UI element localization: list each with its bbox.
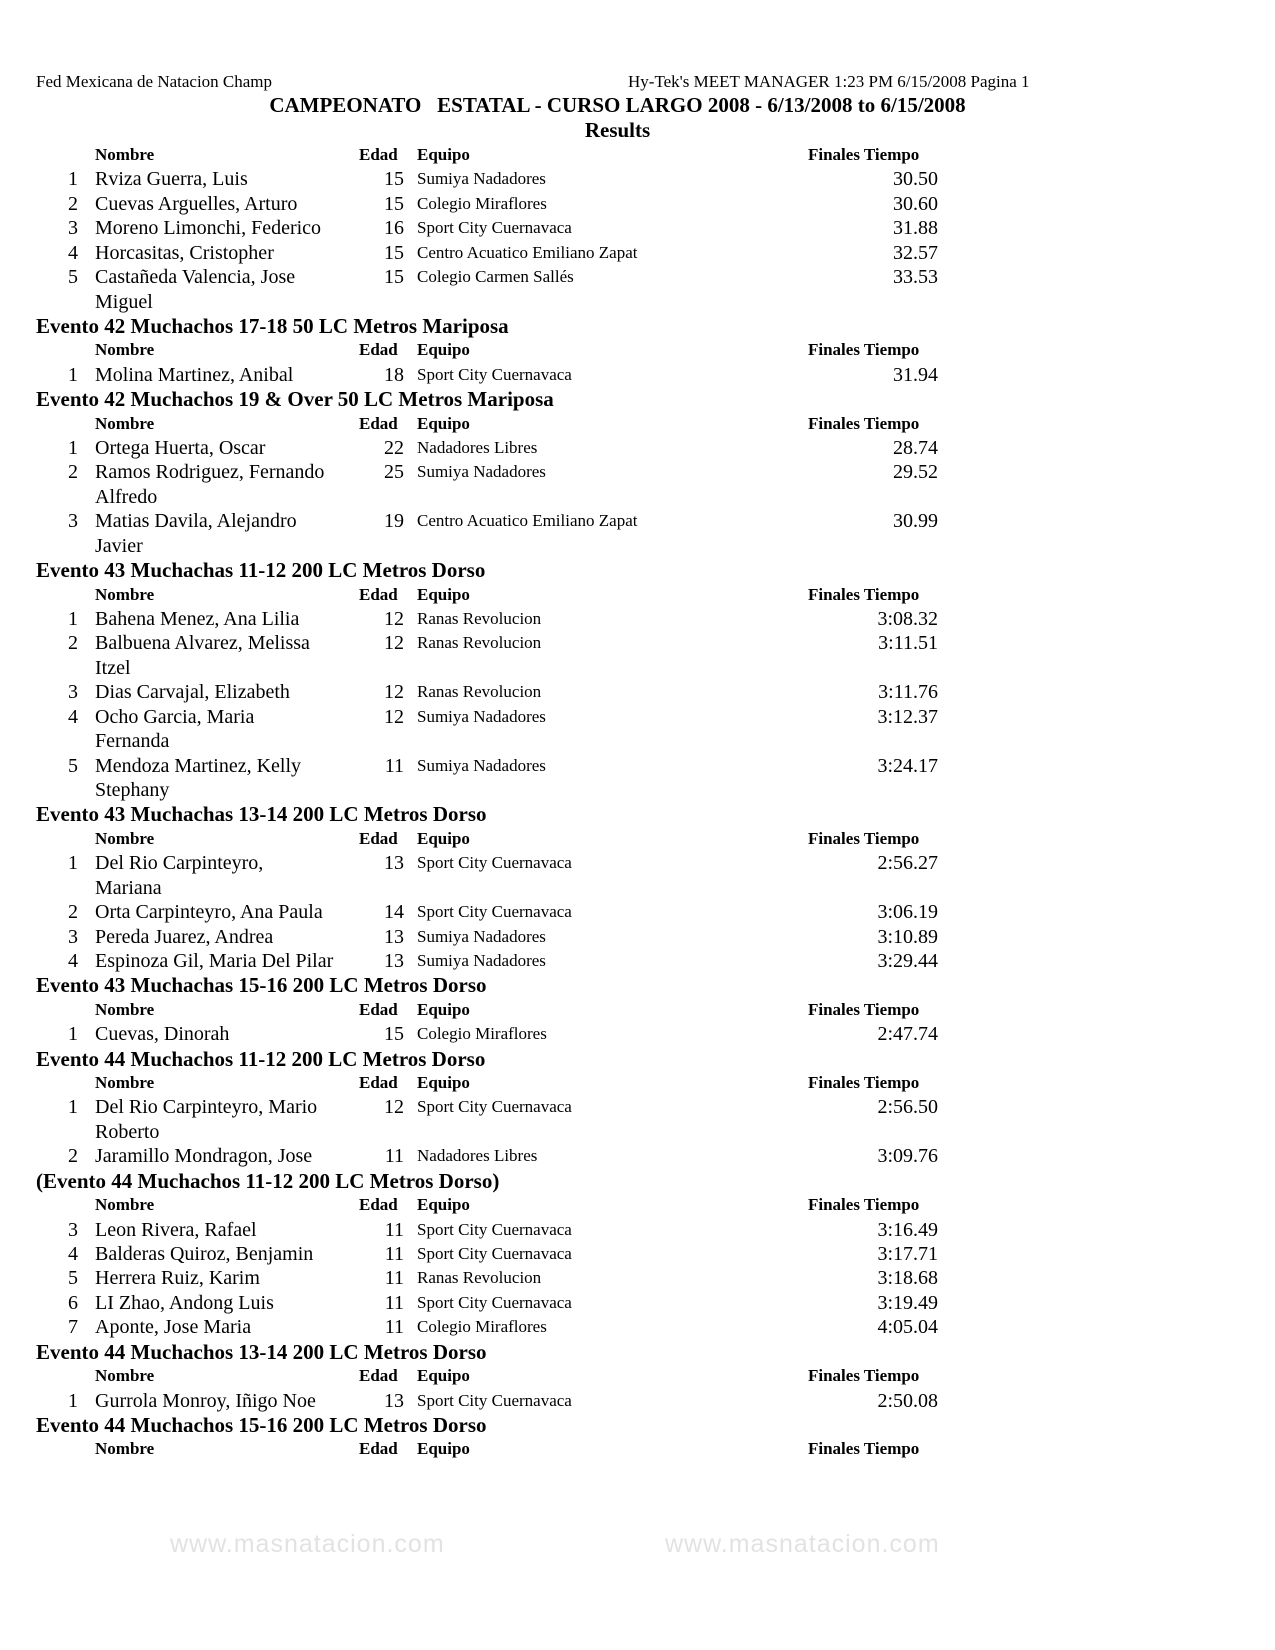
table-row xyxy=(0,1315,1275,1339)
column-header-time: Finales Tiempo xyxy=(808,145,920,164)
event-heading xyxy=(0,973,1275,997)
place: 1 xyxy=(68,1389,78,1412)
swimmer-name: Ocho Garcia, Maria xyxy=(95,705,255,728)
age: 11 xyxy=(384,1316,404,1339)
table-row xyxy=(0,705,1275,729)
swimmer-name: Matias Davila, Alejandro xyxy=(95,510,297,533)
column-header-time: Finales Tiempo xyxy=(808,340,920,360)
report-meta: Hy-Tek's MEET MANAGER 1:23 PM 6/15/2008 Pagina 1 xyxy=(628,72,1030,91)
swimmer-name-continuation: Mariana xyxy=(95,876,162,899)
column-header-name: Nombre xyxy=(95,1195,155,1215)
team: Colegio Miraflores xyxy=(417,1024,547,1044)
column-header-team: Equipo xyxy=(417,1073,470,1093)
team: Sumiya Nadadores xyxy=(417,926,546,946)
table-header xyxy=(0,1364,1275,1388)
finals-time: 3:17.71 xyxy=(877,1242,938,1265)
column-header-name: Nombre xyxy=(95,999,155,1019)
event-title: Evento 42 Muchachos 19 & Over 50 LC Metros Mariposa xyxy=(36,387,554,412)
table-row xyxy=(0,631,1275,655)
swimmer-name: Moreno Limonchi, Federico xyxy=(95,217,322,240)
table-row-continuation xyxy=(0,1120,1275,1144)
column-header-age: Edad xyxy=(359,1073,398,1093)
age: 18 xyxy=(384,363,404,386)
swimmer-name: Orta Carpinteyro, Ana Paula xyxy=(95,901,323,924)
team: Sumiya Nadadores xyxy=(417,169,546,189)
team: Ranas Revolucion xyxy=(417,633,542,653)
column-header-name: Nombre xyxy=(95,1073,155,1093)
swimmer-name-continuation: Roberto xyxy=(95,1120,160,1143)
table-row xyxy=(0,460,1275,484)
place: 1 xyxy=(68,168,78,191)
column-header-team: Equipo xyxy=(417,1366,470,1386)
column-header-team: Equipo xyxy=(417,584,470,604)
finals-time: 31.88 xyxy=(893,217,938,240)
column-header-age: Edad xyxy=(359,413,398,433)
swimmer-name: Balderas Quiroz, Benjamin xyxy=(95,1242,314,1265)
column-header-age: Edad xyxy=(359,828,398,848)
column-header-age: Edad xyxy=(359,1439,398,1459)
swimmer-name: Molina Martinez, Anibal xyxy=(95,363,294,386)
column-header-time: Finales Tiempo xyxy=(808,1366,920,1386)
age: 11 xyxy=(384,1145,404,1168)
finals-time: 33.53 xyxy=(893,266,938,289)
place: 4 xyxy=(68,1242,78,1265)
table-row xyxy=(0,1144,1275,1168)
age: 13 xyxy=(384,925,404,948)
age: 22 xyxy=(384,437,404,460)
column-header-team: Equipo xyxy=(417,413,470,433)
team: Sport City Cuernavaca xyxy=(417,364,572,384)
team: Sport City Cuernavaca xyxy=(417,218,572,238)
table-row xyxy=(0,949,1275,973)
swimmer-name-continuation: Itzel xyxy=(95,656,131,679)
team: Sport City Cuernavaca xyxy=(417,1097,572,1117)
watermark: www.masnatacion.com xyxy=(665,1530,940,1558)
column-header-time: Finales Tiempo xyxy=(808,413,920,433)
team: Sumiya Nadadores xyxy=(417,755,546,775)
team: Sport City Cuernavaca xyxy=(417,853,572,873)
table-row xyxy=(0,167,1275,191)
swimmer-name: Herrera Ruiz, Karim xyxy=(95,1267,260,1290)
table-row xyxy=(0,363,1275,387)
table-row xyxy=(0,1266,1275,1290)
place: 3 xyxy=(68,1218,78,1241)
finals-time: 3:09.76 xyxy=(877,1145,938,1168)
event-heading xyxy=(0,314,1275,338)
column-header-time: Finales Tiempo xyxy=(808,1073,920,1093)
team: Sumiya Nadadores xyxy=(417,462,546,482)
team: Colegio Miraflores xyxy=(417,1317,547,1337)
age: 12 xyxy=(384,1096,404,1119)
team: Colegio Carmen Sallés xyxy=(417,267,574,287)
table-row-continuation xyxy=(0,876,1275,900)
finals-time: 4:05.04 xyxy=(877,1316,938,1339)
age: 11 xyxy=(384,754,404,777)
team: Colegio Miraflores xyxy=(417,193,547,213)
table-header xyxy=(0,583,1275,607)
age: 15 xyxy=(384,266,404,289)
team: Sport City Cuernavaca xyxy=(417,1390,572,1410)
age: 15 xyxy=(384,192,404,215)
column-header-team: Equipo xyxy=(417,828,470,848)
column-header-time: Finales Tiempo xyxy=(808,1439,920,1459)
column-header-name: Nombre xyxy=(95,584,155,604)
age: 13 xyxy=(384,1389,404,1412)
swimmer-name: Del Rio Carpinteyro, Mario xyxy=(95,1096,318,1119)
place: 3 xyxy=(68,510,78,533)
age: 11 xyxy=(384,1242,404,1265)
age: 25 xyxy=(384,461,404,484)
table-row xyxy=(0,192,1275,216)
table-row xyxy=(0,925,1275,949)
table-header xyxy=(0,143,1275,167)
finals-time: 30.60 xyxy=(893,192,938,215)
swimmer-name: Rviza Guerra, Luis xyxy=(95,168,248,191)
event-title: Evento 43 Muchachas 15-16 200 LC Metros Dorso xyxy=(36,973,487,998)
watermark: www.masnatacion.com xyxy=(170,1530,445,1558)
event-heading xyxy=(0,1413,1275,1437)
table-row-continuation xyxy=(0,729,1275,753)
age: 12 xyxy=(384,681,404,704)
column-header-time: Finales Tiempo xyxy=(808,828,920,848)
table-header xyxy=(0,1071,1275,1095)
finals-time: 3:08.32 xyxy=(877,608,938,631)
table-row xyxy=(0,1242,1275,1266)
place: 4 xyxy=(68,949,78,972)
swimmer-name: Gurrola Monroy, Iñigo Noe xyxy=(95,1389,316,1412)
place: 4 xyxy=(68,705,78,728)
swimmer-name: Del Rio Carpinteyro, xyxy=(95,852,264,875)
event-heading xyxy=(0,1169,1275,1193)
table-row-continuation xyxy=(0,778,1275,802)
table-row xyxy=(0,754,1275,778)
swimmer-name: Cuevas, Dinorah xyxy=(95,1023,230,1046)
swimmer-name: LI Zhao, Andong Luis xyxy=(95,1291,274,1314)
report-subtitle: Results xyxy=(584,118,651,142)
table-row xyxy=(0,436,1275,460)
finals-time: 32.57 xyxy=(893,241,938,264)
swimmer-name: Cuevas Arguelles, Arturo xyxy=(95,192,298,215)
event-title: Evento 44 Muchachos 11-12 200 LC Metros Dorso xyxy=(36,1046,486,1071)
meet-title: CAMPEONATO ESTATAL - CURSO LARGO 2008 - 6/13/2008 to 6/15/2008 xyxy=(269,93,966,117)
column-header-age: Edad xyxy=(359,584,398,604)
event-title: Evento 43 Muchachas 13-14 200 LC Metros Dorso xyxy=(36,802,487,827)
age: 11 xyxy=(384,1218,404,1241)
place: 3 xyxy=(68,217,78,240)
table-row xyxy=(0,241,1275,265)
place: 3 xyxy=(68,925,78,948)
team: Sport City Cuernavaca xyxy=(417,902,572,922)
swimmer-name: Bahena Menez, Ana Lilia xyxy=(95,608,300,631)
place: 1 xyxy=(68,437,78,460)
swimmer-name: Mendoza Martinez, Kelly xyxy=(95,754,302,777)
column-header-name: Nombre xyxy=(95,828,155,848)
place: 2 xyxy=(68,632,78,655)
table-header xyxy=(0,412,1275,436)
place: 5 xyxy=(68,266,78,289)
event-title: Evento 42 Muchachos 17-18 50 LC Metros Mariposa xyxy=(36,313,509,338)
place: 1 xyxy=(68,363,78,386)
finals-time: 29.52 xyxy=(893,461,938,484)
swimmer-name-continuation: Stephany xyxy=(95,778,170,801)
column-header-age: Edad xyxy=(359,999,398,1019)
table-row-continuation xyxy=(0,534,1275,558)
place: 7 xyxy=(68,1316,78,1339)
event-title: Evento 44 Muchachos 13-14 200 LC Metros Dorso xyxy=(36,1339,487,1364)
table-header xyxy=(0,1193,1275,1217)
swimmer-name: Castañeda Valencia, Jose xyxy=(95,266,296,289)
age: 15 xyxy=(384,168,404,191)
team: Sumiya Nadadores xyxy=(417,706,546,726)
column-header-age: Edad xyxy=(359,1366,398,1386)
column-header-age: Edad xyxy=(359,340,398,360)
event-heading xyxy=(0,1340,1275,1364)
finals-time: 3:11.51 xyxy=(878,632,938,655)
table-row xyxy=(0,1389,1275,1413)
finals-time: 3:16.49 xyxy=(877,1218,938,1241)
swimmer-name: Balbuena Alvarez, Melissa xyxy=(95,632,310,655)
age: 16 xyxy=(384,217,404,240)
swimmer-name-continuation: Miguel xyxy=(95,290,153,313)
swimmer-name: Dias Carvajal, Elizabeth xyxy=(95,681,290,704)
finals-time: 3:29.44 xyxy=(877,949,938,972)
event-title: (Evento 44 Muchachos 11-12 200 LC Metros Dorso) xyxy=(36,1168,500,1193)
table-row-continuation xyxy=(0,485,1275,509)
table-row xyxy=(0,1095,1275,1119)
finals-time: 2:50.08 xyxy=(877,1389,938,1412)
results-body xyxy=(0,143,1275,1462)
age: 14 xyxy=(384,901,404,924)
swimmer-name-continuation: Alfredo xyxy=(95,485,158,508)
column-header-name: Nombre xyxy=(95,413,155,433)
place: 5 xyxy=(68,1267,78,1290)
finals-time: 31.94 xyxy=(893,363,938,386)
column-header-team: Equipo xyxy=(417,340,470,360)
event-title: Evento 43 Muchachas 11-12 200 LC Metros Dorso xyxy=(36,558,486,583)
swimmer-name-continuation: Javier xyxy=(95,534,143,557)
column-header-name: Nombre xyxy=(95,340,155,360)
place: 2 xyxy=(68,192,78,215)
finals-time: 3:18.68 xyxy=(877,1267,938,1290)
swimmer-name: Pereda Juarez, Andrea xyxy=(95,925,274,948)
column-header-name: Nombre xyxy=(95,1366,155,1386)
team: Nadadores Libres xyxy=(417,1146,538,1166)
column-header-time: Finales Tiempo xyxy=(808,1195,920,1215)
place: 2 xyxy=(68,901,78,924)
swimmer-name: Horcasitas, Cristopher xyxy=(95,241,274,264)
team: Ranas Revolucion xyxy=(417,609,542,629)
place: 3 xyxy=(68,681,78,704)
age: 13 xyxy=(384,949,404,972)
column-header-team: Equipo xyxy=(417,1195,470,1215)
table-row xyxy=(0,1022,1275,1046)
place: 4 xyxy=(68,241,78,264)
table-header xyxy=(0,1437,1275,1461)
event-heading xyxy=(0,387,1275,411)
table-row xyxy=(0,851,1275,875)
team: Ranas Revolucion xyxy=(417,1268,542,1288)
column-header-name: Nombre xyxy=(95,145,155,164)
table-row xyxy=(0,1218,1275,1242)
age: 13 xyxy=(384,852,404,875)
column-header-team: Equipo xyxy=(417,1439,470,1459)
swimmer-name: Leon Rivera, Rafael xyxy=(95,1218,257,1241)
table-header xyxy=(0,827,1275,851)
team: Sport City Cuernavaca xyxy=(417,1243,572,1263)
team: Sport City Cuernavaca xyxy=(417,1292,572,1312)
finals-time: 30.99 xyxy=(893,510,938,533)
column-header-name: Nombre xyxy=(95,1439,155,1459)
event-title: Evento 44 Muchachos 15-16 200 LC Metros Dorso xyxy=(36,1412,487,1437)
age: 11 xyxy=(384,1291,404,1314)
table-row xyxy=(0,900,1275,924)
team: Sumiya Nadadores xyxy=(417,950,546,970)
table-row xyxy=(0,509,1275,533)
table-row xyxy=(0,607,1275,631)
finals-time: 3:12.37 xyxy=(877,705,938,728)
place: 2 xyxy=(68,1145,78,1168)
swimmer-name: Espinoza Gil, Maria Del Pilar xyxy=(95,949,334,972)
finals-time: 3:06.19 xyxy=(877,901,938,924)
age: 15 xyxy=(384,1023,404,1046)
finals-time: 2:56.50 xyxy=(877,1096,938,1119)
swimmer-name: Ortega Huerta, Oscar xyxy=(95,437,266,460)
column-header-time: Finales Tiempo xyxy=(808,999,920,1019)
table-header xyxy=(0,338,1275,362)
table-row xyxy=(0,265,1275,289)
column-header-time: Finales Tiempo xyxy=(808,584,920,604)
place: 1 xyxy=(68,608,78,631)
team: Centro Acuatico Emiliano Zapat xyxy=(417,242,638,262)
team: Sport City Cuernavaca xyxy=(417,1219,572,1239)
team: Nadadores Libres xyxy=(417,438,538,458)
finals-time: 28.74 xyxy=(893,437,938,460)
place: 5 xyxy=(68,754,78,777)
age: 12 xyxy=(384,632,404,655)
place: 2 xyxy=(68,461,78,484)
finals-time: 30.50 xyxy=(893,168,938,191)
age: 12 xyxy=(384,608,404,631)
column-header-age: Edad xyxy=(359,1195,398,1215)
event-heading xyxy=(0,1047,1275,1071)
team: Centro Acuatico Emiliano Zapat xyxy=(417,511,638,531)
organization-name: Fed Mexicana de Natacion Champ xyxy=(36,72,273,91)
team: Ranas Revolucion xyxy=(417,682,542,702)
column-header-age: Edad xyxy=(359,145,398,164)
age: 11 xyxy=(384,1267,404,1290)
finals-time: 3:24.17 xyxy=(877,754,938,777)
swimmer-name: Aponte, Jose Maria xyxy=(95,1316,252,1339)
age: 19 xyxy=(384,510,404,533)
finals-time: 3:10.89 xyxy=(877,925,938,948)
swimmer-name-continuation: Fernanda xyxy=(95,730,170,753)
age: 15 xyxy=(384,241,404,264)
place: 1 xyxy=(68,1096,78,1119)
table-row-continuation xyxy=(0,656,1275,680)
place: 1 xyxy=(68,1023,78,1046)
table-row xyxy=(0,1291,1275,1315)
table-row xyxy=(0,216,1275,240)
finals-time: 3:19.49 xyxy=(877,1291,938,1314)
table-row xyxy=(0,680,1275,704)
place: 6 xyxy=(68,1291,78,1314)
column-header-team: Equipo xyxy=(417,999,470,1019)
age: 12 xyxy=(384,705,404,728)
event-heading xyxy=(0,802,1275,826)
event-heading xyxy=(0,558,1275,582)
finals-time: 3:11.76 xyxy=(878,681,938,704)
table-row-continuation xyxy=(0,290,1275,314)
column-header-team: Equipo xyxy=(417,145,470,164)
finals-time: 2:56.27 xyxy=(877,852,938,875)
swimmer-name: Jaramillo Mondragon, Jose xyxy=(95,1145,313,1168)
table-header xyxy=(0,998,1275,1022)
finals-time: 2:47.74 xyxy=(877,1023,938,1046)
place: 1 xyxy=(68,852,78,875)
swimmer-name: Ramos Rodriguez, Fernando xyxy=(95,461,325,484)
